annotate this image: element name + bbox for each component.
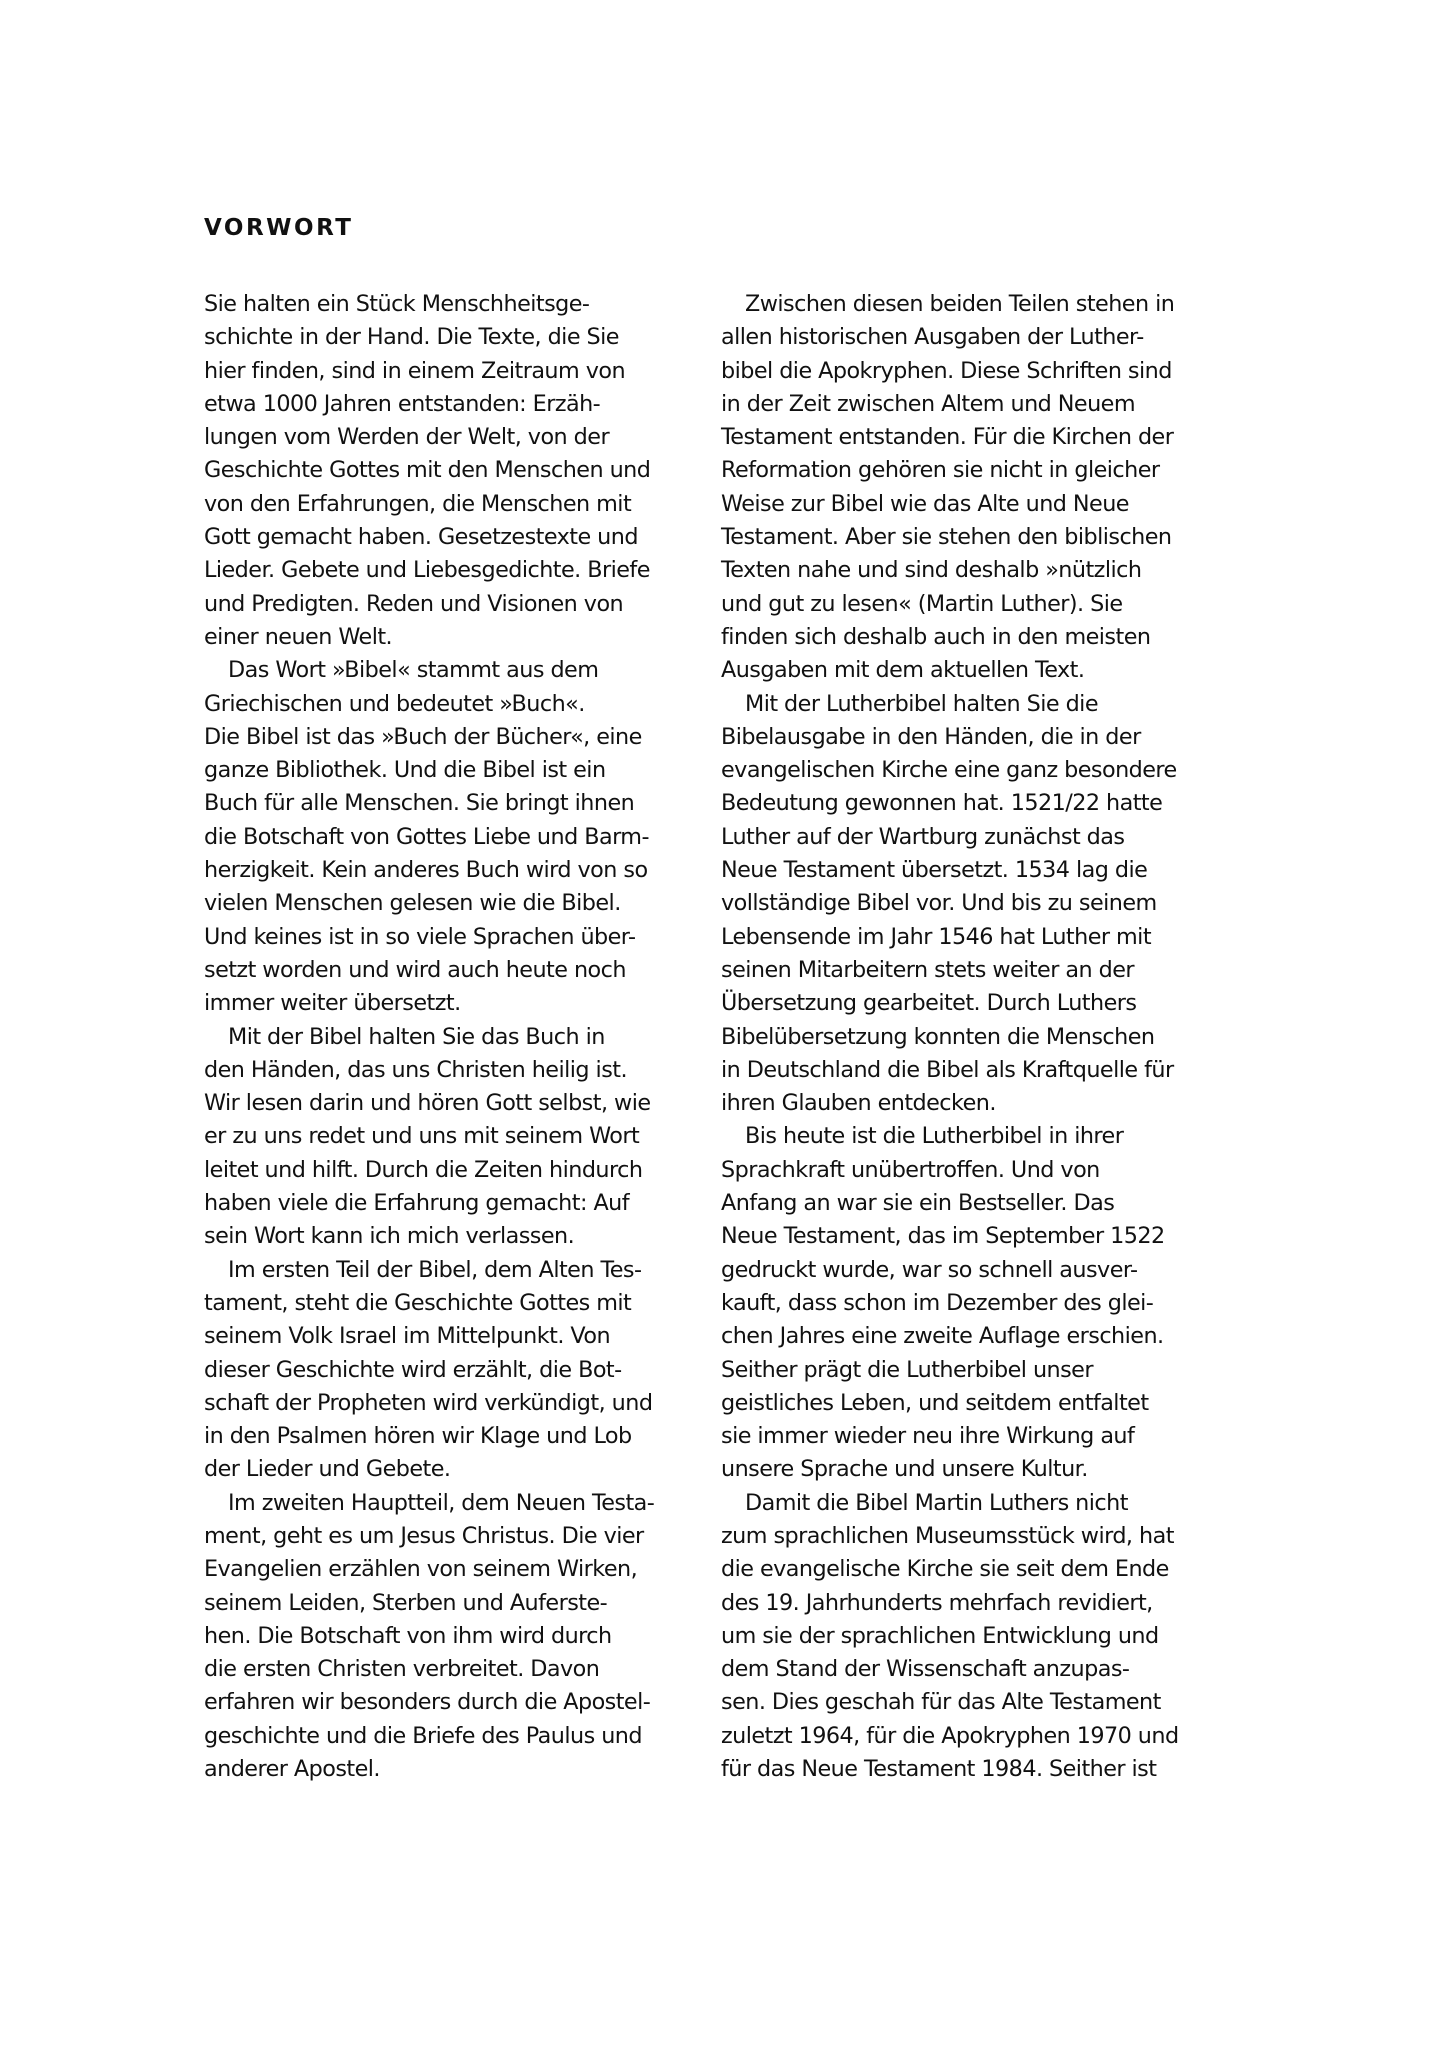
text-line: die evangelische Kirche sie seit dem Ende xyxy=(721,1556,1169,1583)
text-line: Lieder. Gebete und Liebesgedichte. Briefe xyxy=(204,557,650,584)
text-line: anderer Apostel. xyxy=(204,1756,380,1783)
text-line: Die Bibel ist das »Buch der Bücher«, eine xyxy=(204,723,642,750)
text-line: Neue Testament übersetzt. 1534 lag die xyxy=(721,857,1148,884)
text-line: Texten nahe und sind deshalb »nützlich xyxy=(721,557,1142,584)
text-line: Sprachkraft unübertroffen. Und von xyxy=(721,1156,1100,1183)
text-line: seinen Mitarbeitern stets weiter an der xyxy=(721,956,1134,983)
text-line: seinem Leiden, Sterben und Auferste- xyxy=(204,1589,608,1616)
text-line: Neue Testament, das im September 1522 xyxy=(721,1223,1165,1250)
text-line: Mit der Lutherbibel halten Sie die xyxy=(745,690,1098,717)
text-line: ganze Bibliothek. Und die Bibel ist ein xyxy=(204,757,606,784)
text-line: Das Wort »Bibel« stammt aus dem xyxy=(228,657,599,684)
text-line: Reformation gehören sie nicht in gleicher xyxy=(721,457,1160,484)
text-line: bibel die Apokryphen. Diese Schriften sind xyxy=(721,357,1172,384)
text-line: Testament. Aber sie stehen den biblischen xyxy=(721,524,1172,551)
text-line: Evangelien erzählen von seinem Wirken, xyxy=(204,1556,638,1583)
text-line: tament, steht die Geschichte Gottes mit xyxy=(204,1289,632,1316)
text-line: Zwischen diesen beiden Teilen stehen in xyxy=(745,291,1175,317)
text-line: sie immer wieder neu ihre Wirkung auf xyxy=(721,1423,1135,1450)
text-line: Seither prägt die Lutherbibel unser xyxy=(721,1356,1093,1383)
text-line: schichte in der Hand. Die Texte, die Sie xyxy=(204,324,619,351)
text-line: Testament entstanden. Für die Kirchen der xyxy=(721,424,1174,451)
text-line: den Händen, das uns Christen heilig ist. xyxy=(204,1056,627,1083)
text-line: chen Jahres eine zweite Auflage erschien. xyxy=(721,1323,1164,1350)
text-line: Damit die Bibel Martin Luthers nicht xyxy=(745,1489,1128,1516)
text-line: leitet und hilft. Durch die Zeiten hindurch xyxy=(204,1156,643,1183)
text-line: hier finden, sind in einem Zeitraum von xyxy=(204,357,626,384)
text-line: setzt worden und wird auch heute noch xyxy=(204,956,626,983)
text-line: in den Psalmen hören wir Klage und Lob xyxy=(204,1423,632,1450)
text-line: immer weiter übersetzt. xyxy=(204,990,461,1017)
text-column-left xyxy=(204,288,724,1786)
text-line: lungen vom Werden der Welt, von der xyxy=(204,424,610,451)
text-line: Buch für alle Menschen. Sie bringt ihnen xyxy=(204,790,635,817)
text-line: Anfang an war sie ein Bestseller. Das xyxy=(721,1190,1115,1217)
text-line: Im zweiten Hauptteil, dem Neuen Testa- xyxy=(228,1489,655,1516)
text-line: von den Erfahrungen, die Menschen mit xyxy=(204,490,632,517)
text-line: Geschichte Gottes mit den Menschen und xyxy=(204,457,651,484)
text-line: ment, geht es um Jesus Christus. Die vier xyxy=(204,1522,644,1549)
text-line: in Deutschland die Bibel als Kraftquelle für xyxy=(721,1056,1174,1083)
text-line: Gott gemacht haben. Gesetzestexte und xyxy=(204,524,638,551)
text-line: schaft der Propheten wird verkündigt, und xyxy=(204,1389,653,1416)
text-line: kauft, dass schon im Dezember des glei- xyxy=(721,1289,1154,1316)
text-line: allen historischen Ausgaben der Luther- xyxy=(721,324,1144,351)
text-line: Bedeutung gewonnen hat. 1521/22 hatte xyxy=(721,790,1163,817)
text-line: zuletzt 1964, für die Apokryphen 1970 und xyxy=(721,1722,1179,1749)
text-line: um sie der sprachlichen Entwicklung und xyxy=(721,1622,1159,1649)
text-line: sen. Dies geschah für das Alte Testament xyxy=(721,1689,1161,1716)
text-line: erfahren wir besonders durch die Apostel- xyxy=(204,1689,651,1716)
text-line: Im ersten Teil der Bibel, dem Alten Tes- xyxy=(228,1256,642,1283)
text-line: und Predigten. Reden und Visionen von xyxy=(204,590,624,617)
text-line: Wir lesen darin und hören Gott selbst, wie xyxy=(204,1090,651,1117)
text-line: haben viele die Erfahrung gemacht: Auf xyxy=(204,1190,630,1217)
text-line: Weise zur Bibel wie das Alte und Neue xyxy=(721,490,1129,517)
text-line: Mit der Bibel halten Sie das Buch in xyxy=(228,1023,605,1050)
text-line: hen. Die Botschaft von ihm wird durch xyxy=(204,1622,612,1649)
text-line: der Lieder und Gebete. xyxy=(204,1456,451,1483)
text-line: Luther auf der Wartburg zunächst das xyxy=(721,823,1125,850)
text-line: dem Stand der Wissenschaft anzupas- xyxy=(721,1656,1130,1683)
text-line: Griechischen und bedeutet »Buch«. xyxy=(204,690,585,717)
text-column-right xyxy=(721,288,1241,1786)
text-line: die Botschaft von Gottes Liebe und Barm- xyxy=(204,823,649,850)
text-line: Sie halten ein Stück Menschheitsge- xyxy=(204,291,590,317)
text-line: sein Wort kann ich mich verlassen. xyxy=(204,1223,575,1250)
text-line: und gut zu lesen« (Martin Luther). Sie xyxy=(721,590,1123,617)
text-line: Bis heute ist die Lutherbibel in ihrer xyxy=(745,1123,1124,1150)
text-line: seinem Volk Israel im Mittelpunkt. Von xyxy=(204,1323,611,1350)
page-title: VORWORT xyxy=(204,215,354,241)
text-line: gedruckt wurde, war so schnell ausver- xyxy=(721,1256,1138,1283)
text-line: einer neuen Welt. xyxy=(204,623,393,650)
text-line: finden sich deshalb auch in den meisten xyxy=(721,623,1151,650)
text-line: vollständige Bibel vor. Und bis zu seinem xyxy=(721,890,1157,917)
text-line: die ersten Christen verbreitet. Davon xyxy=(204,1656,600,1683)
text-line: Und keines ist in so viele Sprachen über- xyxy=(204,923,636,950)
text-line: herzigkeit. Kein anderes Buch wird von so xyxy=(204,857,648,884)
text-line: geschichte und die Briefe des Paulus und xyxy=(204,1722,642,1749)
text-line: des 19. Jahrhunderts mehrfach revidiert, xyxy=(721,1589,1153,1616)
text-line: unsere Sprache und unsere Kultur. xyxy=(721,1456,1088,1483)
text-line: vielen Menschen gelesen wie die Bibel. xyxy=(204,890,621,917)
text-line: zum sprachlichen Museumsstück wird, hat xyxy=(721,1522,1174,1549)
text-line: Lebensende im Jahr 1546 hat Luther mit xyxy=(721,923,1152,950)
text-line: in der Zeit zwischen Altem und Neuem xyxy=(721,390,1136,417)
text-line: geistliches Leben, und seitdem entfaltet xyxy=(721,1389,1149,1416)
text-line: Übersetzung gearbeitet. Durch Luthers xyxy=(721,990,1137,1017)
text-line: für das Neue Testament 1984. Seither ist xyxy=(721,1756,1157,1783)
text-line: er zu uns redet und uns mit seinem Wort xyxy=(204,1123,640,1150)
text-line: ihren Glauben entdecken. xyxy=(721,1090,996,1117)
text-line: dieser Geschichte wird erzählt, die Bot- xyxy=(204,1356,622,1383)
text-line: etwa 1000 Jahren entstanden: Erzäh- xyxy=(204,390,601,417)
text-line: Ausgaben mit dem aktuellen Text. xyxy=(721,657,1085,684)
text-line: Bibelübersetzung konnten die Menschen xyxy=(721,1023,1155,1050)
text-line: evangelischen Kirche eine ganz besondere xyxy=(721,757,1177,784)
text-line: Bibelausgabe in den Händen, die in der xyxy=(721,723,1141,750)
